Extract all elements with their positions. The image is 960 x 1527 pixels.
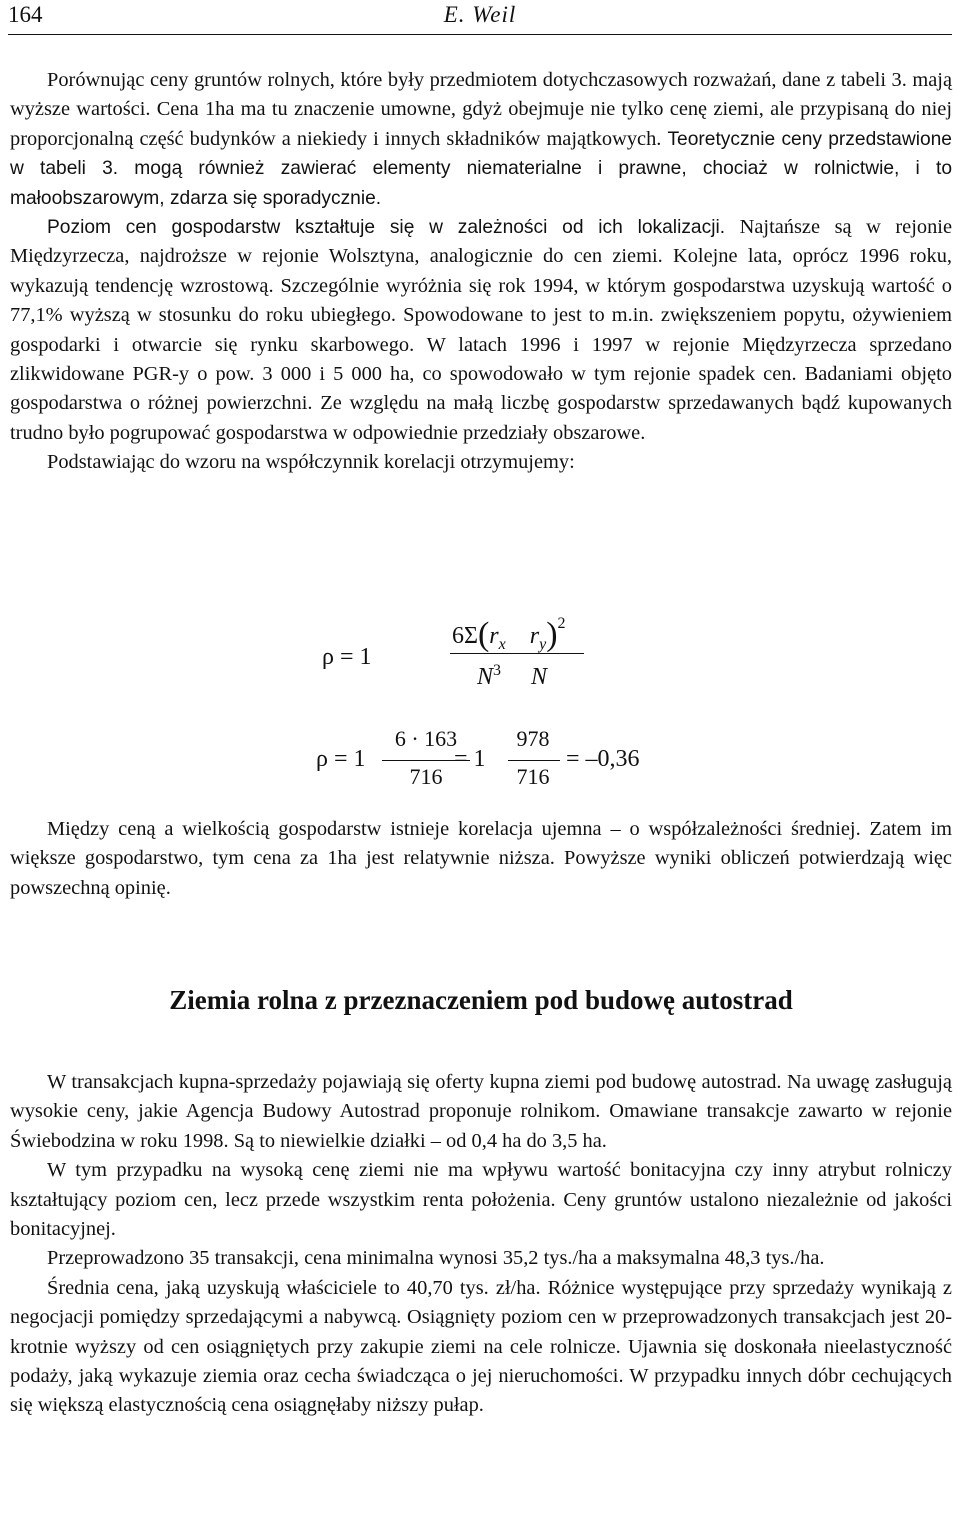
paragraph-1-sans-text: Teoretycznie ceny przedstawione w tabeli 3. mogą również zawierać elementy niematerialne i prawne, chociaż w rolnictwie, i to małoobszarowym, zdarza się sporadycznie. [10, 128, 952, 209]
power-2: 2 [557, 615, 566, 632]
paragraph-5-text: W transakcjach kupna-sprzedaży pojawiają się oferty kupna ziemi pod budowę autostrad. Na uwagę zasługują wysokie ceny, jakie Agencja Budowy Autostrad proponuje rolnikom. Omawiane transakcje zawarto w rejonie Świebodzina w roku 1998. Są to niewielkie działki – od 0,4 ha do 3,5 ha. [10, 1071, 952, 1152]
page-number: 164 [8, 2, 43, 27]
formula-2-lhs: ρ = 1 [316, 746, 366, 772]
r-y: r [529, 623, 540, 649]
paragraph-6 [10, 1156, 952, 1244]
formula-1-lhs: ρ = 1 [322, 644, 372, 670]
r-x: r [489, 623, 499, 649]
formula-1-denominator [477, 662, 547, 691]
power-3: 3 [493, 662, 502, 679]
paragraph-7 [10, 1244, 952, 1273]
paragraph-5 [10, 1068, 952, 1156]
formula-2-num2: 978 [516, 726, 550, 751]
running-header [8, 0, 952, 35]
fraction-bar-3 [508, 760, 560, 761]
paragraph-2 [10, 213, 952, 448]
paragraph-1-text: Porównując ceny gruntów rolnych, które były przedmiotem dotychczasowych rozważań, dane z tabeli 3. mają wyższe wartości. Cena 1ha ma tu znaczenie umowne, gdyż obejmuje nie tylko cenę ziemi, ale przypisaną do niej proporcjonalną część budynków a niekiedy i innych składników majątkowych. [10, 69, 952, 150]
N: N [531, 664, 548, 690]
formula-calculation [0, 720, 960, 810]
formula-2-eq1: = 1 [454, 746, 486, 772]
sigma-coefficient: 6Σ [452, 623, 478, 649]
N-cubed: N [477, 664, 494, 690]
paragraph-4-text: Między ceną a wielkością gospodarstw istnieje korelacja ujemna – o współzależności średniej. Zatem im większe gospodarstwo, tym cena za 1ha jest relatywnie niższa. Powyższe wyniki obliczeń potwierdzają więc powszechną opinię. [10, 818, 952, 899]
section-2 [10, 815, 952, 903]
section-heading: Ziemia rolna z przeznaczeniem pod budowę autostrad [169, 985, 793, 1015]
fraction-bar-1 [450, 653, 584, 654]
section-1 [10, 66, 952, 478]
paragraph-2-sans-text: Poziom cen gospodarstw kształtuje się w zależności od ich lokalizacji. [47, 217, 726, 239]
paragraph-7-text: Przeprowadzono 35 transakcji, cena minimalna wynosi 35,2 tys./ha a maksymalna 48,3 tys./ha. [47, 1247, 825, 1270]
running-author: E. Weil [443, 2, 517, 27]
paragraph-8-text: Średnia cena, jaką uzyskują właściciele to 40,70 tys. zł/ha. Różnice występujące przy sprzedaży wynikają z negocjacji pomiędzy sprzedającymi a nabywcą. Osiągnięty poziom cen w przeprowadzonych transakcjach jest 20-krotnie wyższy od cen osiągniętych przy zakupie ziemi na cele rolnicze. Ujawnia się doskonała nieelastyczność podaży, jaką wykazuje ziemia oraz cecha świadcząca o jej nieruchomości. W przypadku innych dóbr cechujących się większą elastycznością cena osiągnęłaby niższy pułap. [10, 1276, 952, 1417]
paragraph-3-text: Podstawiając do wzoru na współczynnik korelacji otrzymujemy: [47, 451, 575, 474]
formula-spearman [0, 600, 960, 710]
paragraph-6-text: W tym przypadku na wysoką cenę ziemi nie ma wpływu wartość bonitacyjna czy inny atrybut rolniczy kształtujący poziom cen, lecz przede wszystkim renta położenia. Ceny gruntów ustalono niezależnie od jakości bonitacyjnej. [10, 1159, 952, 1241]
r-y-subscript: y [539, 635, 547, 653]
paragraph-8 [10, 1274, 952, 1421]
formula-2-result: = –0,36 [566, 746, 640, 772]
section-3 [10, 1068, 952, 1421]
paragraph-1 [10, 66, 952, 213]
paragraph-2-text: Najtańsze są w rejonie Międzyrzecza, najdroższe w rejonie Wolsztyna, analogicznie do cen ziemi. Kolejne lata, oprócz 1996 roku, wykazują tendencję wzrostową. Szczególnie wyróżnia się rok 1994, w którym gospodarstwa uzyskują wartość o 77,1% wyższą w stosunku do roku ubiegłego. Spowodowane to jest to m.in. zwiększeniem popytu, ożywieniem gospodarki i otwarcie się rynku skarbowego. W latach 1996 i 1997 w rejonie Międzyrzecza sprzedano zlikwidowane PGR-y o pow. 3 000 i 5 000 ha, co spowodowało w tym rejonie spadek cen. Badaniami objęto gospodarstwa o różnej powierzchni. Ze względu na małą liczbę gospodarstw sprzedawanych bądź kupowanych trudno było pogrupować gospodarstwa w odpowiednie przedziały obszarowe. [10, 216, 952, 444]
paragraph-4 [10, 815, 952, 903]
formula-2-den2: 716 [516, 764, 550, 789]
formula-2-num1: 6 · 163 [394, 726, 458, 751]
formula-1-numerator: $6\Sigma(r_x$ $r_y)^2$ [452, 615, 566, 653]
formula-2-den1: 716 [409, 764, 443, 789]
r-x-subscript: x [498, 635, 506, 653]
paragraph-3 [10, 448, 952, 477]
